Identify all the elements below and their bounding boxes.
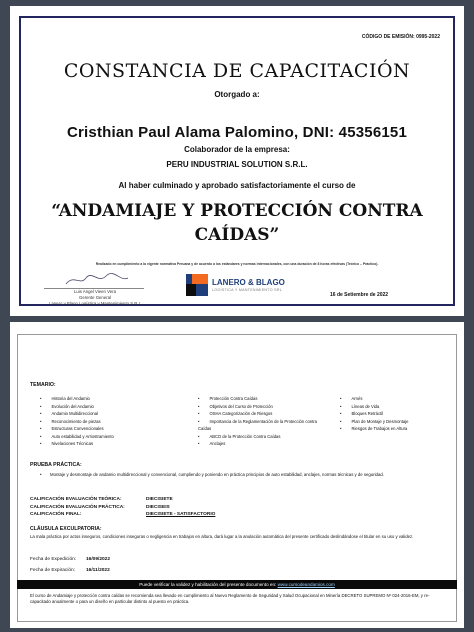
logo-name: LANERO & BLAGO (212, 278, 285, 287)
topic-item: • Líneas de Vida (340, 403, 450, 411)
recipient-name: Cristhian Paul Alama Palomino, DNI: 45356151 (66, 124, 408, 141)
certificate-page (10, 6, 464, 316)
compliance-note: Realizado en cumplimiento a la vigente normativa Peruana y de acuerdo a los estándares y normas internacionales, con una duración de 8 horas efectivas (Teórico – Práctico). (95, 262, 379, 266)
verification-bar (17, 580, 457, 589)
emission-code: CÓDIGO DE EMISIÓN: 0995-2022 (361, 34, 440, 40)
topic-item: • Plan de Montaje y Desmontaje (340, 418, 450, 426)
company-logo (186, 274, 306, 300)
logo-tagline: LOGÍSTICA Y MANTENIMIENTO SRL (212, 288, 283, 292)
logo-mark-icon (186, 274, 208, 296)
topic-item: • Bloques Retráctil (340, 410, 450, 418)
practica-text (40, 472, 450, 478)
topic-item: • Protección Contra Caídas (198, 395, 328, 403)
certificate-title: CONSTANCIA DE CAPACITACIÓN (63, 60, 411, 82)
topic-item: • Historia del Andamio (40, 395, 190, 403)
grade-row (30, 496, 215, 504)
topic-item: • Nivelaciones Técnicas (40, 440, 190, 448)
grades (30, 496, 215, 519)
practica-description: Montaje y desmontaje de andamio multidireccional y convencional, cumpliendo y poniendo en práctica principios de auto estabilidad, anclajes, normas técnicas y de seguridad. (50, 472, 384, 477)
expiry-value: 16/11/2022 (86, 567, 110, 573)
expiry-label: Fecha de Expiración: (30, 567, 76, 573)
issue-value: 16/09/2022 (86, 557, 111, 562)
expiry-row (30, 567, 110, 575)
grade-row (30, 511, 215, 519)
topic-item: • Evolución del Andamio (40, 403, 190, 411)
topic-item: • ABCD de la Protección Contra Caídas (198, 433, 328, 441)
signatory-name: Luis Angel Vieen Vera (74, 289, 116, 294)
grade-value: DIECISIETE - SATISFACTORIO (146, 512, 216, 517)
topic-item: • OSHA Categorización de Riesgos (198, 410, 328, 418)
validity-dates (30, 556, 110, 574)
topic-item: • Arnés (340, 395, 450, 403)
issue-date: 16 de Setiembre de 2022 (330, 292, 389, 298)
verify-link[interactable]: www.cursodeandamios.com (277, 582, 335, 587)
collaborator-label: Colaborador de la empresa: (184, 145, 290, 154)
company-name: PERU INDUSTRIAL SOLUTION S.R.L. (166, 160, 308, 169)
topic-item: • Reconocimiento de piezas (40, 418, 190, 426)
grade-value: DIECISEIS (146, 504, 170, 510)
bullet-icon: • (40, 472, 42, 477)
temario-column-3 (340, 395, 450, 433)
temario-label: TEMARIO: (30, 382, 56, 388)
topic-item: • Andamio Multidireccional (40, 410, 190, 418)
signatory-role: Gerente General (78, 295, 111, 300)
details-page (10, 322, 464, 628)
course-name: “ANDAMIAJE Y PROTECCIÓN CONTRA CAÍDAS” (51, 201, 423, 245)
practica-label: PRUEBA PRÁCTICA: (30, 462, 82, 468)
grade-label: CALIFICACIÓN EVALUACIÓN PRÁCTICA: (30, 504, 125, 510)
clausula-text: La mala práctica por actos inseguros, condiciones inseguras o negligencia en trabajos en altura, dará lugar a la anulación automática del presente certificado deslindándose el titular en su uso y validez. (30, 534, 414, 539)
grade-label: CALIFICACIÓN FINAL: (30, 512, 82, 517)
topic-item: • Anclajes (198, 440, 328, 448)
temario-column-1 (40, 395, 190, 448)
grade-value: DIECISIETE (146, 497, 173, 502)
topic-item: • Riesgos de Trabajos en Altura (340, 425, 450, 433)
footer-text: El curso de Andamiaje y protección contra caídas se recomienda sea llevado en cumplimiento al Nuevo Reglamento de Seguridad y Salud Ocupacional en Minería DECRETO SUPREMO Nº 024-2016-EM, y re-capacitado anualmente o para un diseño en particular distinto al puesto en práctica. (30, 593, 430, 604)
topic-item: • Objetivos del Curso de Protección (198, 403, 328, 411)
granted-label: Otorgado a: (214, 90, 260, 99)
clausula-label: CLÁUSULA EXCULPATORIA: (30, 526, 102, 532)
verify-text: Puede verificar la validez y habilitación del presente documento en: (139, 582, 277, 587)
issue-row (30, 556, 110, 564)
signatory-company: Lanero y Blago Logística y Mantenimiento S.R.L (49, 301, 141, 306)
issue-label: Fecha de Expedición: (30, 557, 77, 562)
details-border (17, 334, 457, 622)
grade-label: CALIFICACIÓN EVALUACIÓN TEÓRICA: (30, 497, 122, 502)
signature-drawing (62, 272, 132, 288)
topic-item: • Importancia de la Reglamentación de la Protección contra Caídas (198, 418, 328, 433)
temario-column-2 (198, 395, 328, 448)
topic-item: • Estructuras Convencionales (40, 425, 190, 433)
completion-text: Al haber culminado y aprobado satisfactoriamente el curso de (118, 181, 356, 190)
topic-item: • Auto estabilidad y Arriostramiento (40, 433, 190, 441)
grade-row (30, 504, 215, 512)
